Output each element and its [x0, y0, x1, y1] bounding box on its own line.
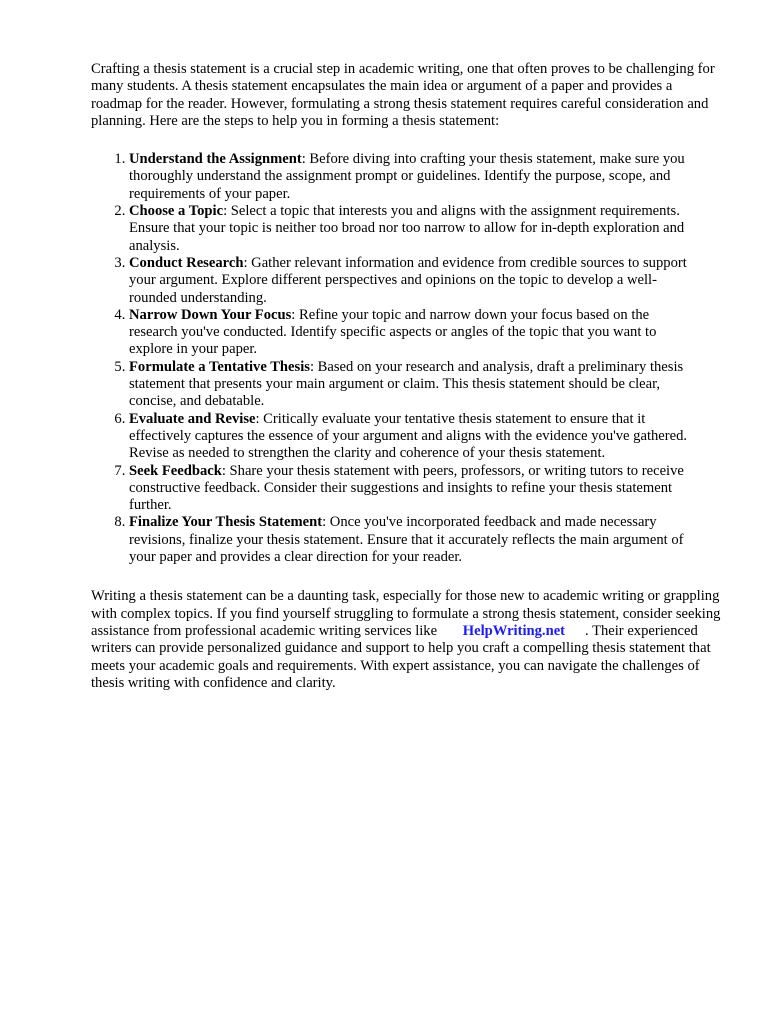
step-title: Narrow Down Your Focus	[129, 306, 292, 323]
step-text: : Gather relevant information and evidence from credible sources to support your argument. Explore different perspectives and opinions on the topic to develop a well-rounded understanding.	[129, 254, 687, 306]
step-text: : Select a topic that interests you and aligns with the assignment requirements. Ensure that your topic is neither too broad nor too narrow to allow for in-depth exploration and analysis.	[129, 203, 685, 254]
step-title: Finalize Your Thesis Statement	[129, 514, 323, 531]
step-title: Evaluate and Revise	[129, 410, 256, 427]
steps-list	[91, 151, 699, 566]
step-title: Conduct Research	[129, 254, 244, 271]
helpwriting-link[interactable]: HelpWriting.net	[462, 622, 566, 639]
list-item-step-1	[129, 151, 699, 203]
step-text: : Share your thesis statement with peers, professors, or writing tutors to receive constructive feedback. Consider their suggestions and insights to refine your thesis statement further.	[129, 462, 684, 514]
closing-text-after: . Their experienced writers can provide personalized guidance and support to help you craft a compelling thesis statement that meets your academic goals and requirements. With expert assistance, you can navigate the challenges of thesis writing with confidence and clarity.	[91, 622, 711, 691]
closing-paragraph	[91, 588, 723, 692]
list-item-step-4	[129, 307, 699, 359]
step-text: : Once you've incorporated feedback and made necessary revisions, finalize your thesis statement. Ensure that it accurately reflects the main argument of your paper and provides a clear direction for your reader.	[129, 514, 684, 566]
step-title: Understand the Assignment	[129, 151, 302, 168]
list-item-step-5	[129, 359, 699, 411]
list-item-step-7	[129, 463, 699, 515]
step-title: Seek Feedback	[129, 462, 222, 479]
intro-paragraph: Crafting a thesis statement is a crucial step in academic writing, one that often proves to be challenging for many students. A thesis statement encapsulates the main idea or argument of a paper and provides a roadmap for the reader. However, formulating a strong thesis statement requires careful consideration and planning. Here are the steps to help you in forming a thesis statement:	[91, 61, 715, 129]
list-item-step-2	[129, 203, 699, 255]
list-item-step-8	[129, 514, 699, 566]
step-text: : Based on your research and analysis, draft a preliminary thesis statement that presents your main argument or claim. This thesis statement should be clear, concise, and debatable.	[129, 358, 684, 410]
step-text: : Refine your topic and narrow down your focus based on the research you've conducted. Identify specific aspects or angles of the topic that you want to explore in your paper.	[129, 306, 657, 358]
step-text: : Critically evaluate your tentative thesis statement to ensure that it effectively captures the essence of your argument and aligns with the evidence you've gathered. Revise as needed to strengthen the clarity and coherence of your thesis statement.	[129, 410, 688, 462]
closing-text-before: Writing a thesis statement can be a daunting task, especially for those new to academic writing or grappling with complex topics. If you find yourself struggling to formulate a strong thesis statement, consider seeking assistance from professional academic writing services like	[91, 588, 721, 639]
list-item-step-6	[129, 411, 699, 463]
list-item-step-3	[129, 255, 699, 307]
step-text: : Before diving into crafting your thesis statement, make sure you thoroughly understand the assignment prompt or guidelines. Identify the purpose, scope, and requirements of your paper.	[129, 151, 685, 202]
step-title: Choose a Topic	[129, 203, 224, 220]
step-title: Formulate a Tentative Thesis	[129, 358, 310, 375]
